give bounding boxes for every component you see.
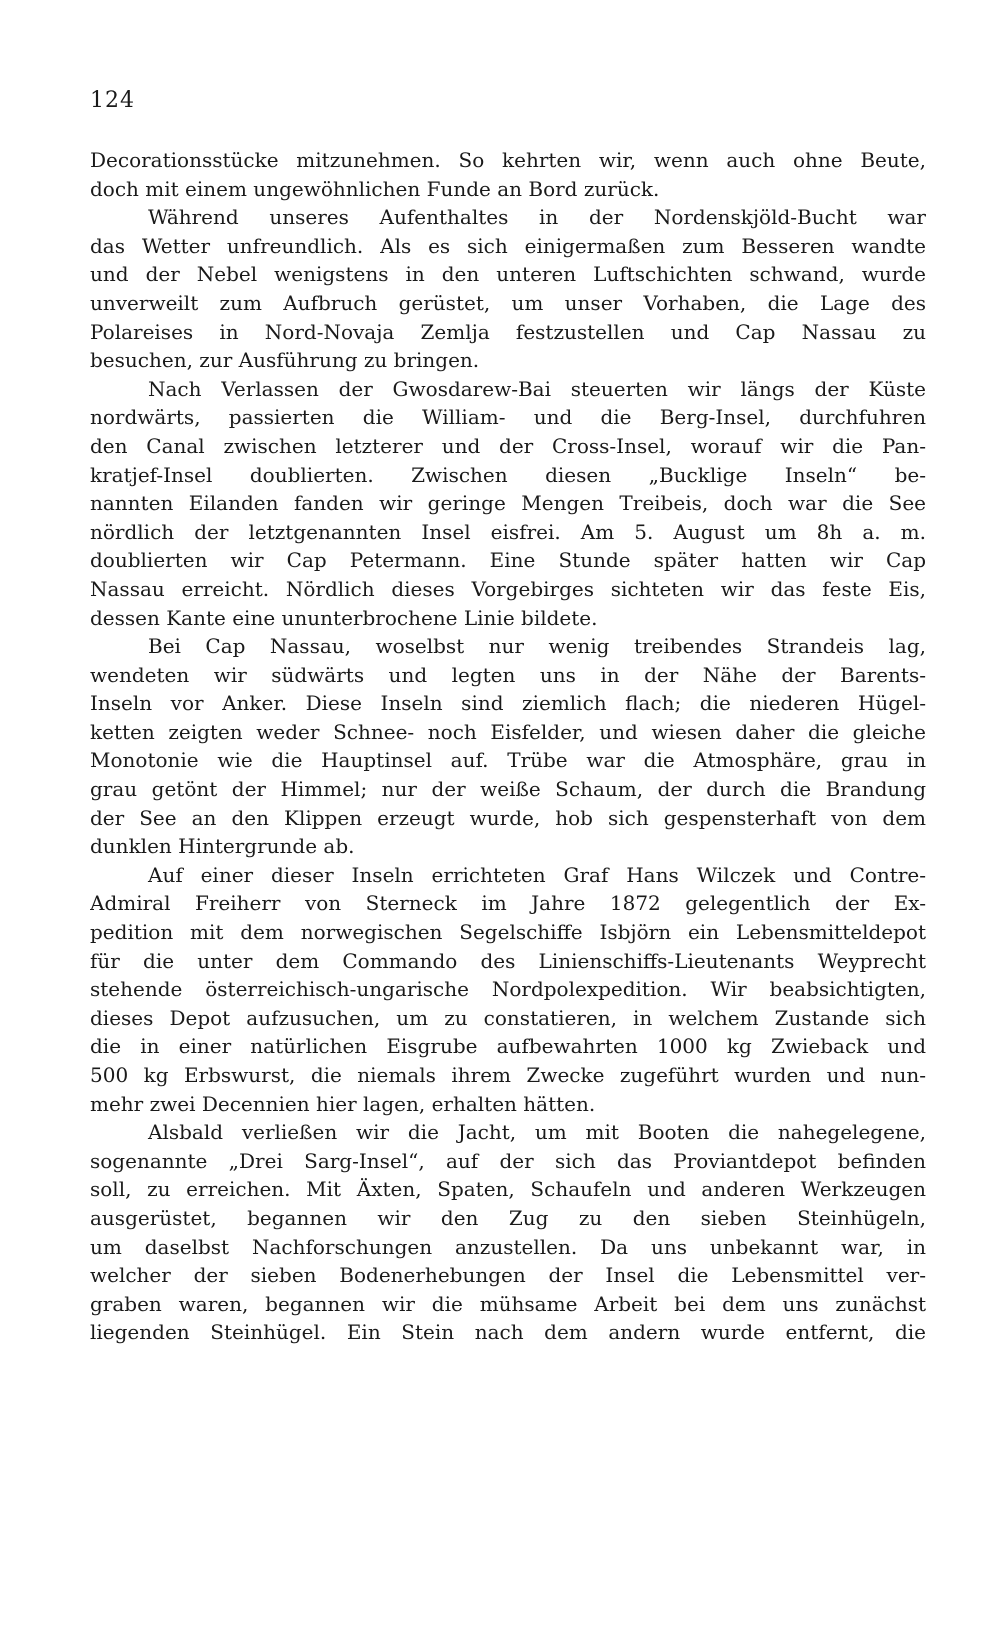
text-line: und der Nebel wenigstens in den unteren Luftschichten schwand, wurde — [90, 262, 926, 287]
text-line: soll, zu erreichen. Mit Äxten, Spaten, Schaufeln und anderen Werkzeugen — [90, 1177, 926, 1202]
text-line: graben waren, begannen wir die mühsame Arbeit bei dem uns zunächst — [90, 1291, 926, 1316]
text-line: grau getönt der Himmel; nur der weiße Schaum, der durch die Brandung — [90, 777, 926, 802]
text-line: doch mit einem ungewöhnlichen Funde an Bord zurück. — [90, 176, 660, 201]
text-line: dessen Kante eine ununterbrochene Linie bildete. — [90, 605, 598, 630]
text-line: dieses Depot aufzusuchen, um zu constatieren, in welchem Zustande sich — [90, 1005, 926, 1030]
text-line: wendeten wir südwärts und legten uns in der Nähe der Barents- — [90, 662, 926, 687]
text-line: welcher der sieben Bodenerhebungen der Insel die Lebensmittel ver- — [90, 1263, 926, 1288]
text-line: für die unter dem Commando des Linienschiffs-Lieutenants Weyprecht — [90, 948, 926, 973]
text-line: Monotonie wie die Hauptinsel auf. Trübe war die Atmosphäre, grau in — [90, 748, 926, 773]
body-text — [90, 146, 926, 1347]
text-line: ketten zeigten weder Schnee- noch Eisfelder, und wiesen daher die gleiche — [90, 719, 926, 744]
text-line: stehende österreichisch-ungarische Nordpolexpedition. Wir beabsichtigten, — [90, 977, 926, 1002]
text-line: Polareises in Nord-Novaja Zemlja festzustellen und Cap Nassau zu — [90, 319, 926, 344]
text-line: Nach Verlassen der Gwosdarew-Bai steuerten wir längs der Küste — [148, 376, 926, 401]
text-line: ausgerüstet, begannen wir den Zug zu den sieben Steinhügeln, — [90, 1205, 926, 1230]
text-line: um daselbst Nachforschungen anzustellen. Da uns unbekannt war, in — [90, 1234, 926, 1259]
text-line: Auf einer dieser Inseln errichteten Graf Hans Wilczek und Contre- — [148, 862, 926, 887]
text-line: liegenden Steinhügel. Ein Stein nach dem andern wurde entfernt, die — [90, 1320, 926, 1345]
text-line: Inseln vor Anker. Diese Inseln sind ziemlich flach; die niederen Hügel- — [90, 691, 926, 716]
text-line: sogenannte „Drei Sarg-Insel“, auf der sich das Proviantdepot befinden — [90, 1148, 926, 1173]
text-line: kratjef-Insel doublierten. Zwischen diesen „Bucklige Inseln“ be- — [90, 462, 926, 487]
text-line: Nassau erreicht. Nördlich dieses Vorgebirges sichteten wir das feste Eis, — [90, 576, 926, 601]
text-line: der See an den Klippen erzeugt wurde, hob sich gespensterhaft von dem — [90, 805, 926, 830]
text-line: mehr zwei Decennien hier lagen, erhalten hätten. — [90, 1091, 596, 1116]
text-line: besuchen, zur Ausführung zu bringen. — [90, 348, 480, 373]
text-line: nannten Eilanden fanden wir geringe Mengen Treibeis, doch war die See — [90, 491, 926, 516]
text-line: die in einer natürlichen Eisgrube aufbewahrten 1000 kg Zwieback und — [90, 1034, 926, 1059]
text-line: 500 kg Erbswurst, die niemals ihrem Zwecke zugeführt wurden und nun- — [90, 1063, 926, 1087]
text-line: doublierten wir Cap Petermann. Eine Stunde später hatten wir Cap — [90, 548, 926, 573]
page-number: 124 — [90, 88, 135, 113]
text-line: nördlich der letztgenannten Insel eisfrei. Am 5. August um 8h a. m. — [90, 519, 926, 544]
text-line: pedition mit dem norwegischen Segelschiffe Isbjörn ein Lebensmitteldepot — [90, 920, 926, 945]
text-line: nordwärts, passierten die William- und die Berg-Insel, durchfuhren — [90, 405, 926, 430]
text-line: Decorationsstücke mitzunehmen. So kehrten wir, wenn auch ohne Beute, — [90, 148, 926, 172]
text-line: den Canal zwischen letzterer und der Cross-Insel, worauf wir die Pan- — [90, 433, 926, 458]
text-line: Alsbald verließen wir die Jacht, um mit Booten die nahegelegene, — [148, 1120, 926, 1145]
text-line: unverweilt zum Aufbruch gerüstet, um unser Vorhaben, die Lage des — [90, 290, 926, 315]
text-line: das Wetter unfreundlich. Als es sich einigermaßen zum Besseren wandte — [90, 233, 926, 258]
text-line: Admiral Freiherr von Sterneck im Jahre 1872 gelegentlich der Ex- — [90, 891, 926, 916]
text-line: dunklen Hintergrunde ab. — [90, 834, 355, 859]
text-line: Während unseres Aufenthaltes in der Nordenskjöld-Bucht war — [148, 205, 926, 230]
text-line: Bei Cap Nassau, woselbst nur wenig treibendes Strandeis lag, — [148, 634, 926, 659]
